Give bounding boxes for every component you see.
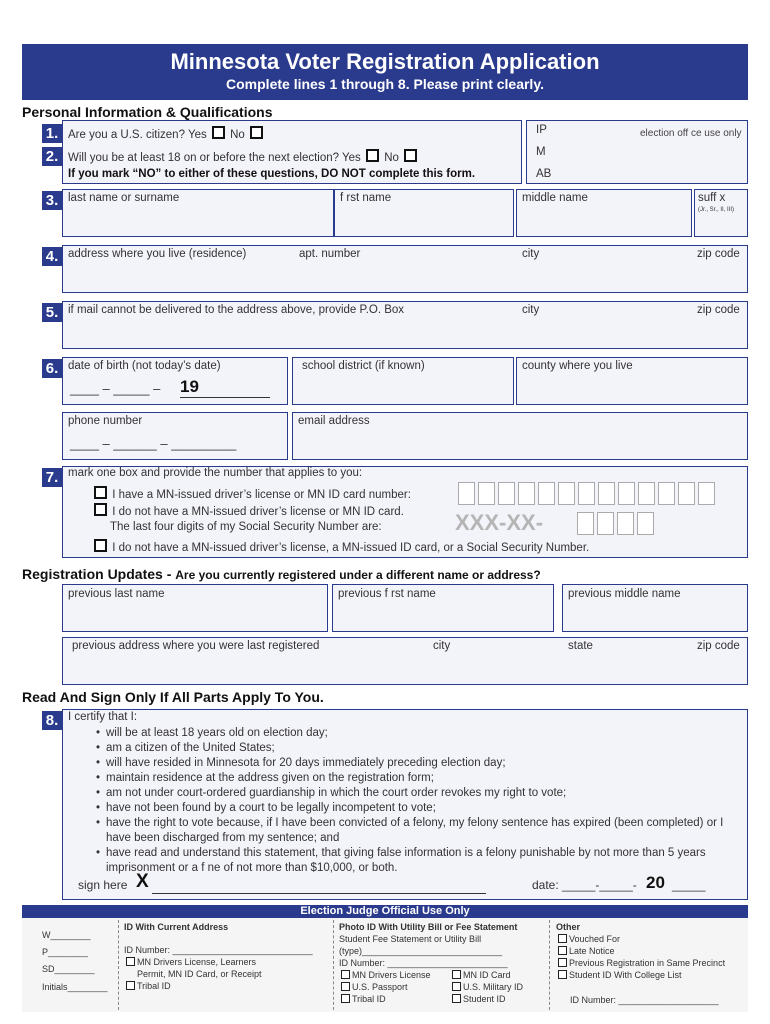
line8-number: 8. (42, 711, 62, 730)
col2-passport-checkbox[interactable] (341, 982, 350, 991)
line3-number: 3. (42, 191, 62, 210)
q2-line (68, 149, 419, 164)
col2-option-a-label: MN Drivers License (352, 970, 431, 980)
col2-line-1: Student Fee Statement or Utility Bill (339, 934, 482, 944)
dob-year-prefix: 19 (180, 377, 270, 398)
q1-question: Are you a U.S. citizen? Yes (68, 129, 207, 141)
q1-line (68, 126, 265, 141)
previous-state-label: state (568, 640, 593, 652)
col3-option-b-label: Late Notice (569, 946, 615, 956)
id-instruction: mark one box and provide the number that applies to you: (68, 467, 363, 479)
form-subtitle: Complete lines 1 through 8. Please print clearly. (226, 76, 544, 92)
col1-heading: ID With Current Address (124, 922, 229, 932)
certify-heading: Read And Sign Only If All Parts Apply To You. (22, 689, 324, 705)
ward-field[interactable]: W________ (42, 930, 91, 940)
apt-number-label: apt. number (299, 248, 361, 260)
q2-no-checkbox[interactable] (404, 149, 417, 162)
initials-field[interactable]: Initials________ (42, 982, 108, 992)
official-use-heading: Election Judge Official Use Only (22, 905, 748, 918)
line7-number: 7. (42, 468, 62, 487)
certify-item: • maintain residence at the address given on the registration form; (106, 771, 740, 786)
col3-heading: Other (556, 922, 581, 932)
form-title: Minnesota Voter Registration Application (170, 49, 600, 74)
updates-heading (22, 566, 541, 582)
office-ab-label: AB (536, 168, 552, 180)
license-number-boxes[interactable] (458, 482, 718, 510)
col1-tribal-checkbox[interactable] (126, 981, 135, 990)
col2-option-b (452, 969, 511, 981)
id-option-2b-label: The last four digits of my Social Security Number are: (110, 521, 382, 533)
signature-line[interactable] (152, 893, 486, 894)
col2-option-d-label: U.S. Military ID (463, 982, 524, 992)
q2-yes-checkbox[interactable] (366, 149, 379, 162)
col2-option-e (341, 993, 386, 1005)
col2-military-checkbox[interactable] (452, 982, 461, 991)
col2-option-b-label: MN ID Card (463, 970, 511, 980)
q1-number: 1. (42, 124, 62, 143)
office-m-label: M (536, 146, 546, 158)
previous-address-label: previous address where you were last registered (72, 640, 320, 652)
line4-number: 4. (42, 247, 62, 266)
office-use-note: election off ce use only (640, 128, 742, 139)
previous-registration-checkbox[interactable] (558, 958, 567, 967)
residence-city-label: city (522, 248, 540, 260)
col3-id-number[interactable]: ID Number: ____________________ (570, 995, 719, 1005)
col2-student-checkbox[interactable] (452, 994, 461, 1003)
id-option-3-label: I do not have a MN-issued driver’s license, a MN-issued ID card, or a Social Security Number. (112, 542, 590, 554)
col1-option-2-label: Tribal ID (137, 981, 171, 991)
divider (118, 920, 119, 1010)
college-list-checkbox[interactable] (558, 970, 567, 979)
previous-first-name-label: previous f rst name (338, 588, 436, 600)
col2-type-field[interactable]: (type)____________________________ (339, 946, 503, 956)
certify-item: • have the right to vote because, if I have been convicted of a felony, my felony sentence has expired (been completed) or I have been discharged from my sentence; and (106, 816, 740, 846)
col2-tribal-checkbox[interactable] (341, 994, 350, 1003)
id-option-3 (92, 539, 589, 554)
col1-option-1 (126, 956, 256, 968)
county-label: county where you live (522, 360, 633, 372)
divider (333, 920, 334, 1010)
school-district-code-field[interactable]: SD________ (42, 964, 95, 974)
col1-option-2 (126, 980, 171, 992)
mailing-city-label: city (522, 304, 540, 316)
dob-label: date of birth (not today’s date) (68, 360, 221, 372)
col2-option-d (452, 981, 523, 993)
q1-no-label: No (230, 129, 245, 141)
col2-option-a (341, 969, 431, 981)
col2-option-c (341, 981, 408, 993)
form-header-banner (22, 44, 748, 100)
col2-option-e-label: Tribal ID (352, 994, 386, 1004)
school-district-label: school district (if known) (302, 360, 425, 372)
previous-last-name-label: previous last name (68, 588, 165, 600)
certify-item: • will have resided in Minnesota for 20 days immediately preceding election day; (106, 756, 740, 771)
updates-heading-label: Registration Updates - (22, 566, 172, 582)
dob-format: ____ – _____ – (70, 381, 161, 396)
certify-item: • will be at least 18 years old on election day; (106, 726, 740, 741)
col2-option-c-label: U.S. Passport (352, 982, 408, 992)
office-ip-label: IP (536, 124, 547, 136)
residence-label: address where you live (residence) (68, 248, 247, 260)
suffix-label: suff x (698, 192, 726, 204)
q1-yes-checkbox[interactable] (212, 126, 225, 139)
certify-item: • am not under court-ordered guardianship in which the court order revokes my right to vote; (106, 786, 740, 801)
col2-id-number[interactable]: ID Number: ________________________ (339, 958, 508, 968)
col3-option-a-label: Vouched For (569, 934, 621, 944)
personal-section-heading: Personal Information & Qualifications (22, 104, 273, 120)
previous-zip-label: zip code (697, 640, 740, 652)
col1-option-1-label: MN Drivers License, Learners (137, 957, 257, 967)
ssn-digit-boxes[interactable] (577, 512, 657, 540)
divider (549, 920, 550, 1010)
mailing-label: if mail cannot be delivered to the address above, provide P.O. Box (68, 304, 405, 316)
certify-item: • have not been found by a court to be legally incompetent to vote; (106, 801, 740, 816)
certify-item: • have read and understand this statement, that giving false information is a felony punishable by not more than 5 years imprisonment or a f ne of not more than $10,000, or both. (106, 846, 740, 876)
certify-list-wrapper (90, 726, 740, 876)
late-notice-checkbox[interactable] (558, 946, 567, 955)
suffix-hint: (Jr., Sr., II, III) (698, 207, 735, 213)
residence-zip-label: zip code (697, 248, 740, 260)
updates-question: Are you currently registered under a different name or address? (175, 568, 541, 582)
id-option-1-label: I have a MN-issued driver’s license or MN ID card number: (112, 489, 411, 501)
col2-option-f-label: Student ID (463, 994, 506, 1004)
phone-label: phone number (68, 415, 143, 427)
col1-id-number[interactable]: ID Number: ____________________________ (124, 945, 313, 955)
phone-format: ____ – ______ – _________ (70, 436, 237, 451)
col2-heading: Photo ID With Utility Bill or Fee Statement (339, 922, 518, 932)
col3-option-b (558, 945, 615, 957)
line5-number: 5. (42, 303, 62, 322)
col3-option-a (558, 933, 620, 945)
mailing-zip-label: zip code (697, 304, 740, 316)
col2-option-f (452, 993, 506, 1005)
id-option-2-label: I do not have a MN-issued driver’s license or MN ID card. (112, 506, 404, 518)
precinct-field[interactable]: P________ (42, 947, 89, 957)
qualification-warning: If you mark “NO” to either of these questions, DO NOT complete this form. (68, 168, 476, 180)
previous-middle-name-label: previous middle name (568, 588, 681, 600)
id-option-2 (92, 503, 404, 518)
no-id-checkbox[interactable] (94, 539, 107, 552)
email-label: email address (298, 415, 370, 427)
col3-option-c-label: Previous Registration in Same Precinct (569, 958, 726, 968)
last-name-label: last name or surname (68, 192, 180, 204)
middle-name-label: middle name (522, 192, 588, 204)
sign-x-mark: X (136, 871, 149, 892)
certify-intro: I certify that I: (68, 711, 138, 723)
ssn-checkbox[interactable] (94, 503, 107, 516)
col2-license-checkbox[interactable] (341, 970, 350, 979)
col1-option-1b-label: Permit, MN ID Card, or Receipt (137, 969, 262, 979)
ssn-prefix: XXX-XX- (455, 510, 544, 535)
col3-option-d-label: Student ID With College List (569, 970, 682, 980)
drivers-license-checkbox[interactable] (94, 486, 107, 499)
sign-here-label: sign here (78, 878, 128, 892)
previous-city-label: city (433, 640, 451, 652)
q2-question: Will you be at least 18 on or before the next election? Yes (68, 152, 361, 164)
q2-no-label: No (384, 152, 399, 164)
col1-license-checkbox[interactable] (126, 957, 135, 966)
date-year-prefix: 20 (646, 873, 665, 892)
first-name-label: f rst name (340, 192, 392, 204)
vouched-checkbox[interactable] (558, 934, 567, 943)
date-year-blank: _____ (672, 878, 706, 892)
certify-item: • am a citizen of the United States; (106, 741, 740, 756)
col2-mnid-checkbox[interactable] (452, 970, 461, 979)
certify-list (90, 726, 740, 876)
line6-number: 6. (42, 359, 62, 378)
q1-no-checkbox[interactable] (250, 126, 263, 139)
col3-option-d (558, 969, 682, 981)
q2-number: 2. (42, 147, 62, 166)
col3-option-c (558, 957, 725, 969)
date-label: date: _____-_____- (532, 878, 637, 892)
id-option-1 (92, 486, 411, 501)
